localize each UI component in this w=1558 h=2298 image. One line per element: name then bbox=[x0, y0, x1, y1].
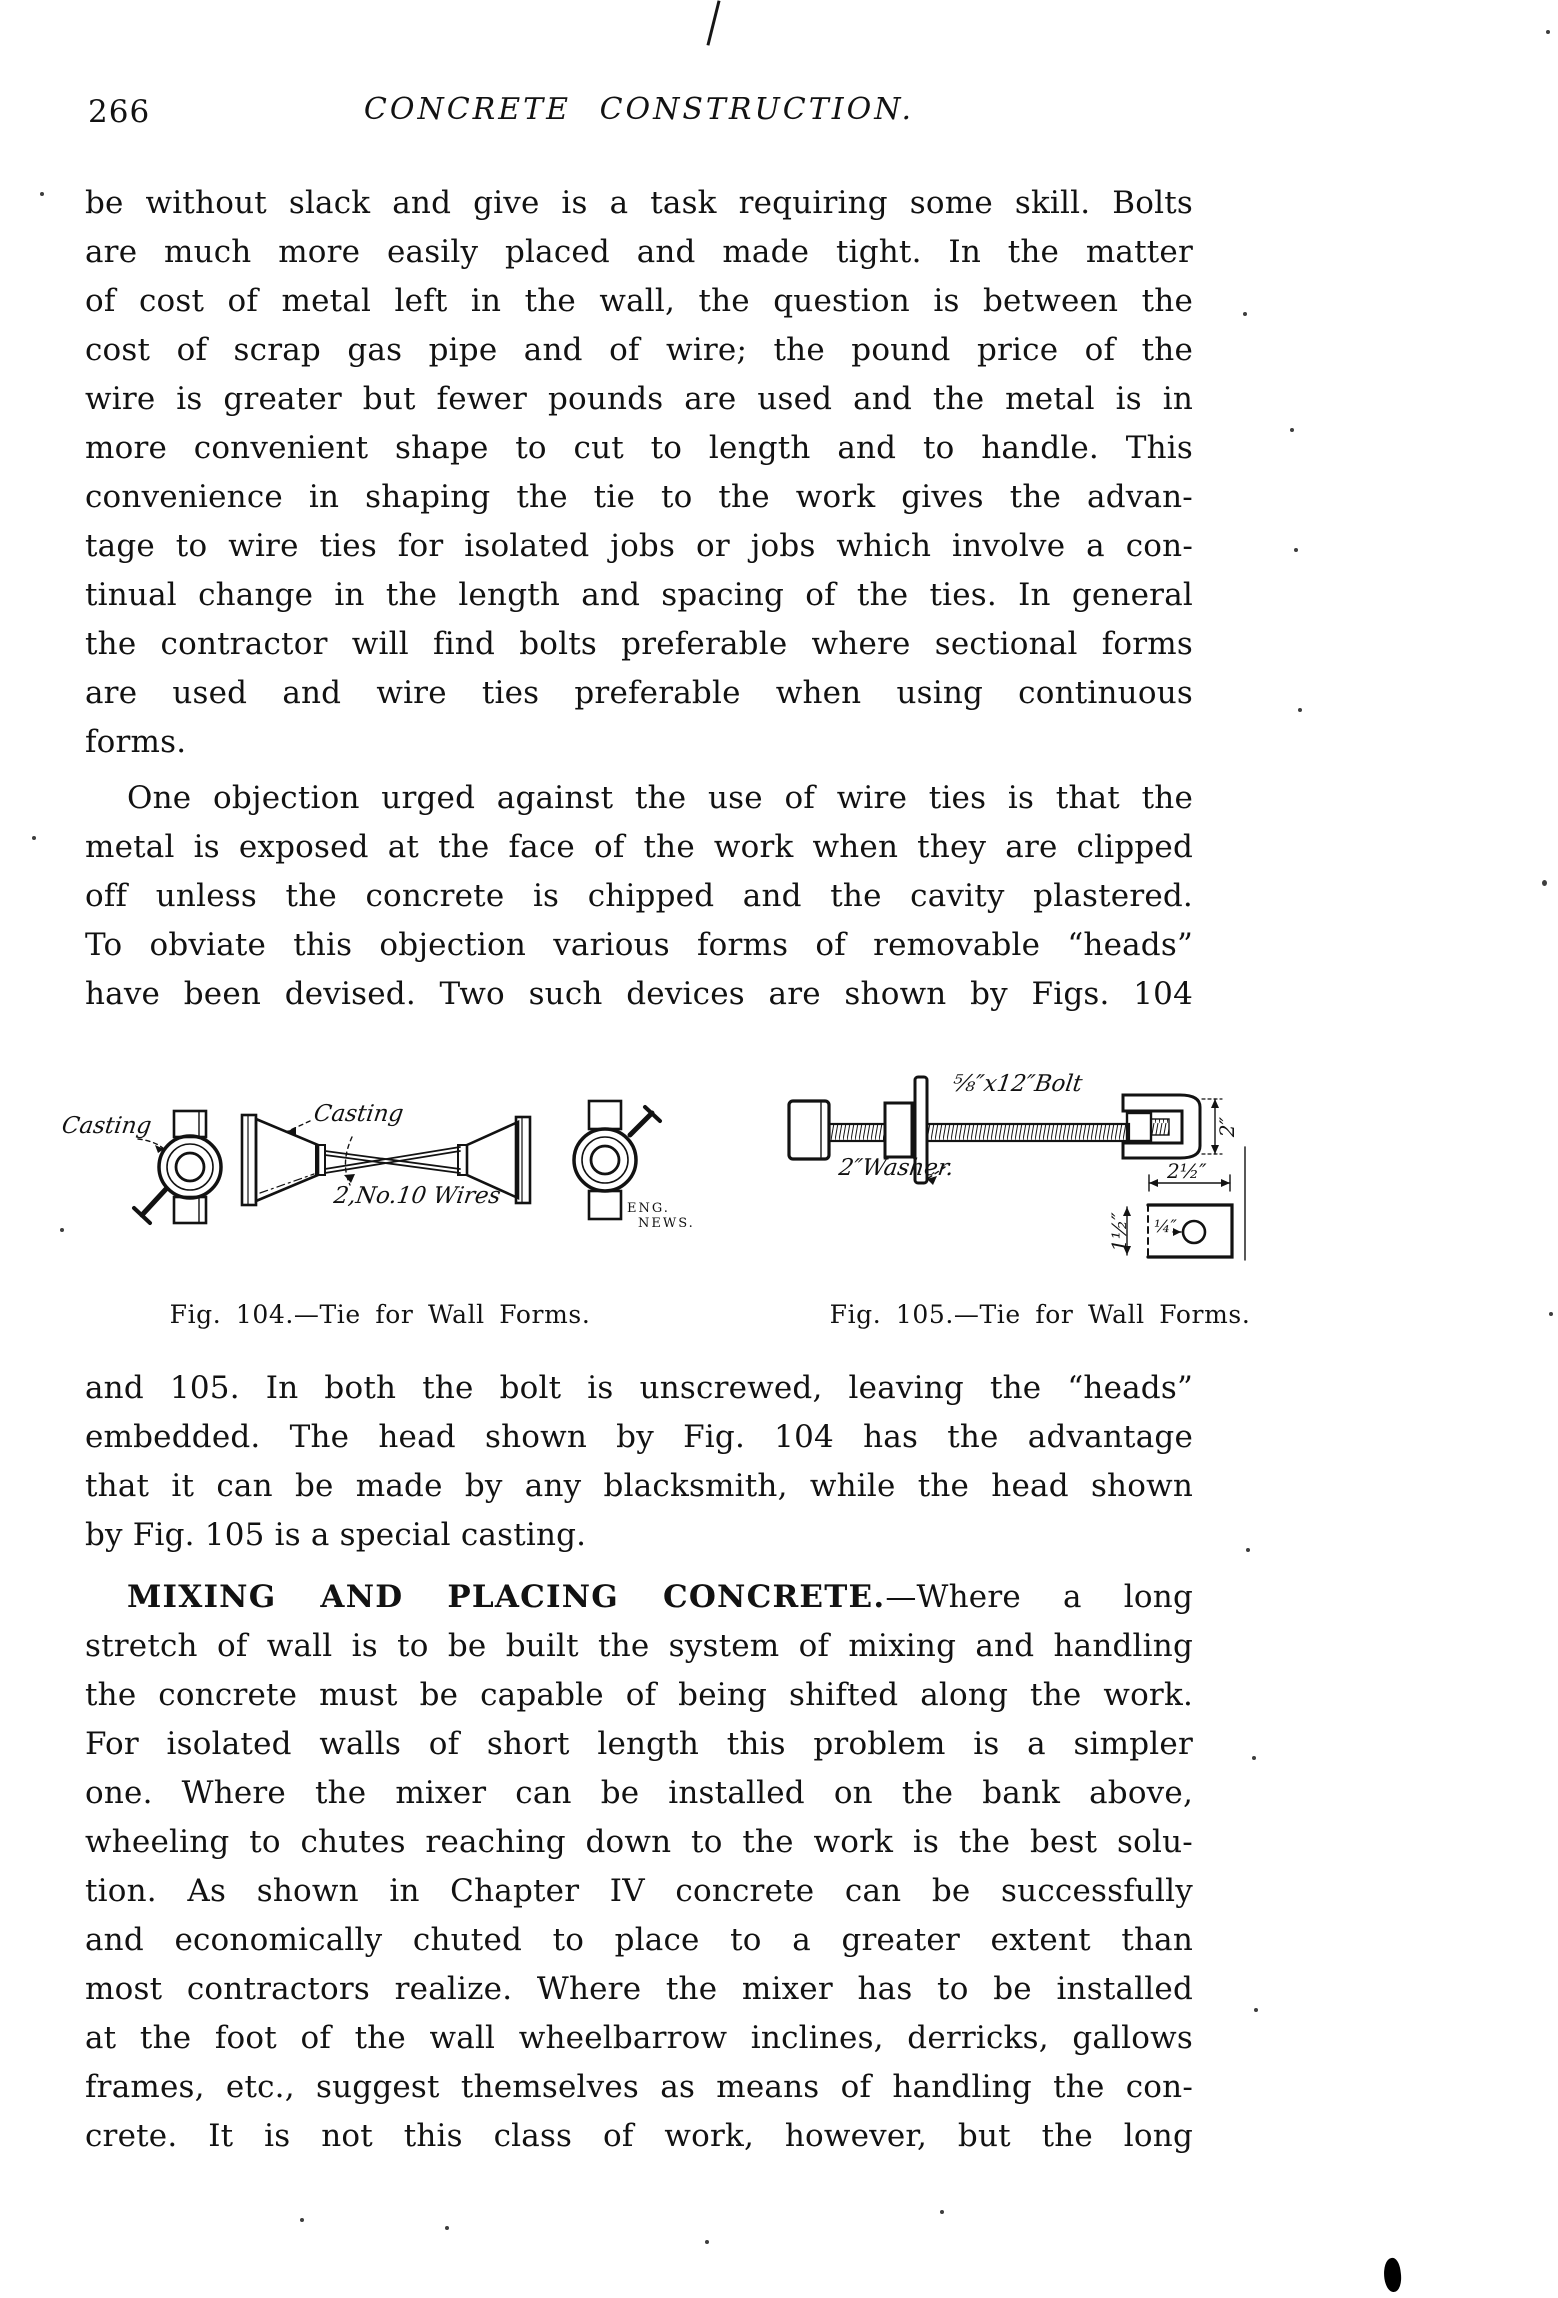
scan-artifact bbox=[32, 836, 36, 840]
text-line: cost of scrap gas pipe and of wire; the pound price of the bbox=[85, 332, 1193, 368]
running-title: CONCRETE CONSTRUCTION. bbox=[363, 92, 915, 127]
paragraph bbox=[85, 1364, 1193, 1560]
text-line: forms. bbox=[85, 724, 187, 760]
text-line: frames, etc., suggest themselves as means of handling the con- bbox=[85, 2069, 1193, 2105]
casting-label: Casting bbox=[312, 1101, 406, 1127]
wires-label: 2,No.10 Wires bbox=[332, 1183, 503, 1209]
figure-105-illustration bbox=[775, 1055, 1255, 1270]
scan-artifact bbox=[1246, 1548, 1250, 1552]
scan-artifact bbox=[300, 2218, 304, 2222]
hole-dimension: ¼″ bbox=[1154, 1217, 1177, 1237]
figure-104-illustration bbox=[60, 1075, 700, 1250]
page-number: 266 bbox=[88, 94, 151, 130]
engineering-news-credit: NEWS. bbox=[638, 1216, 695, 1231]
text-line: one. Where the mixer can be installed on the bank above, bbox=[85, 1775, 1193, 1811]
text-line: convenience in shaping the tie to the work gives the advan- bbox=[85, 479, 1193, 515]
height-dimension: 2″ bbox=[1215, 1116, 1240, 1138]
casting-label: Casting bbox=[60, 1113, 154, 1139]
scan-artifact bbox=[1546, 30, 1550, 34]
scan-artifact bbox=[445, 2226, 449, 2230]
text-line: crete. It is not this class of work, however, but the long bbox=[85, 2118, 1193, 2154]
scan-artifact bbox=[1542, 880, 1547, 886]
text-line: and economically chuted to place to a greater extent than bbox=[85, 1922, 1193, 1958]
washer-label: 2″Washer. bbox=[837, 1155, 956, 1181]
bolt-size-label: ⅝″x12″Bolt bbox=[951, 1071, 1084, 1097]
text-line: are much more easily placed and made tight. In the matter bbox=[85, 234, 1193, 270]
section-heading: MIXING AND PLACING CONCRETE. bbox=[127, 1579, 886, 1615]
text-line: One objection urged against the use of wire ties is that the bbox=[127, 780, 1193, 816]
text-line: that it can be made by any blacksmith, while the head shown bbox=[85, 1468, 1193, 1504]
scan-artifact bbox=[1549, 1312, 1553, 1316]
detail-height-dimension: 1½″ bbox=[1106, 1212, 1131, 1252]
scan-artifact bbox=[40, 192, 44, 196]
scan-artifact bbox=[1290, 428, 1294, 432]
scan-artifact bbox=[1294, 548, 1298, 552]
figure-104-caption: Fig. 104.—Tie for Wall Forms. bbox=[169, 1300, 591, 1329]
scan-artifact bbox=[1298, 708, 1302, 712]
scan-artifact bbox=[705, 2240, 709, 2244]
text-line: are used and wire ties preferable when using continuous bbox=[85, 675, 1193, 711]
text-line: of cost of metal left in the wall, the question is between the bbox=[85, 283, 1193, 319]
text-line: For isolated walls of short length this problem is a simpler bbox=[85, 1726, 1193, 1762]
text-line: the concrete must be capable of being shifted along the work. bbox=[85, 1677, 1193, 1713]
text-line: To obviate this objection various forms of removable “heads” bbox=[85, 927, 1193, 963]
text-line: metal is exposed at the face of the work when they are clipped bbox=[85, 829, 1193, 865]
text-line: off unless the concrete is chipped and the cavity plastered. bbox=[85, 878, 1193, 914]
paragraph bbox=[85, 774, 1193, 1019]
scan-artifact bbox=[1243, 312, 1247, 316]
text-line: tage to wire ties for isolated jobs or jobs which involve a con- bbox=[85, 528, 1193, 564]
text-line: at the foot of the wall wheelbarrow inclines, derricks, gallows bbox=[85, 2020, 1193, 2056]
text-line: more convenient shape to cut to length and to handle. This bbox=[85, 430, 1193, 466]
paragraph bbox=[85, 179, 1193, 767]
text-line: and 105. In both the bolt is unscrewed, leaving the “heads” bbox=[85, 1370, 1193, 1406]
scan-artifact bbox=[1382, 2257, 1404, 2293]
text-line: have been devised. Two such devices are shown by Figs. 104 bbox=[85, 976, 1193, 1012]
heading-continuation: —Where a long bbox=[885, 1579, 1193, 1615]
engineering-news-credit: ENG. bbox=[627, 1201, 670, 1216]
figure-105-caption: Fig. 105.—Tie for Wall Forms. bbox=[829, 1300, 1251, 1329]
text-line: tinual change in the length and spacing of the ties. In general bbox=[85, 577, 1193, 613]
scan-artifact bbox=[1254, 2008, 1258, 2012]
text-line: tion. As shown in Chapter IV concrete can be successfully bbox=[85, 1873, 1193, 1909]
scan-artifact bbox=[940, 2210, 944, 2214]
text-line: wheeling to chutes reaching down to the work is the best solu- bbox=[85, 1824, 1193, 1860]
scan-artifact bbox=[706, 0, 720, 45]
text-line: wire is greater but fewer pounds are used and the metal is in bbox=[85, 381, 1193, 417]
text-line: most contractors realize. Where the mixer has to be installed bbox=[85, 1971, 1193, 2007]
text-line: be without slack and give is a task requiring some skill. Bolts bbox=[85, 185, 1193, 221]
scan-artifact bbox=[1252, 1756, 1256, 1760]
text-line: the contractor will find bolts preferable where sectional forms bbox=[85, 626, 1193, 662]
text-line bbox=[85, 1573, 1193, 1622]
text-line: embedded. The head shown by Fig. 104 has the advantage bbox=[85, 1419, 1193, 1455]
paragraph bbox=[85, 1573, 1193, 2161]
text-line: stretch of wall is to be built the system of mixing and handling bbox=[85, 1628, 1193, 1664]
text-line: by Fig. 105 is a special casting. bbox=[85, 1517, 587, 1553]
width-dimension: 2½″ bbox=[1167, 1159, 1207, 1183]
